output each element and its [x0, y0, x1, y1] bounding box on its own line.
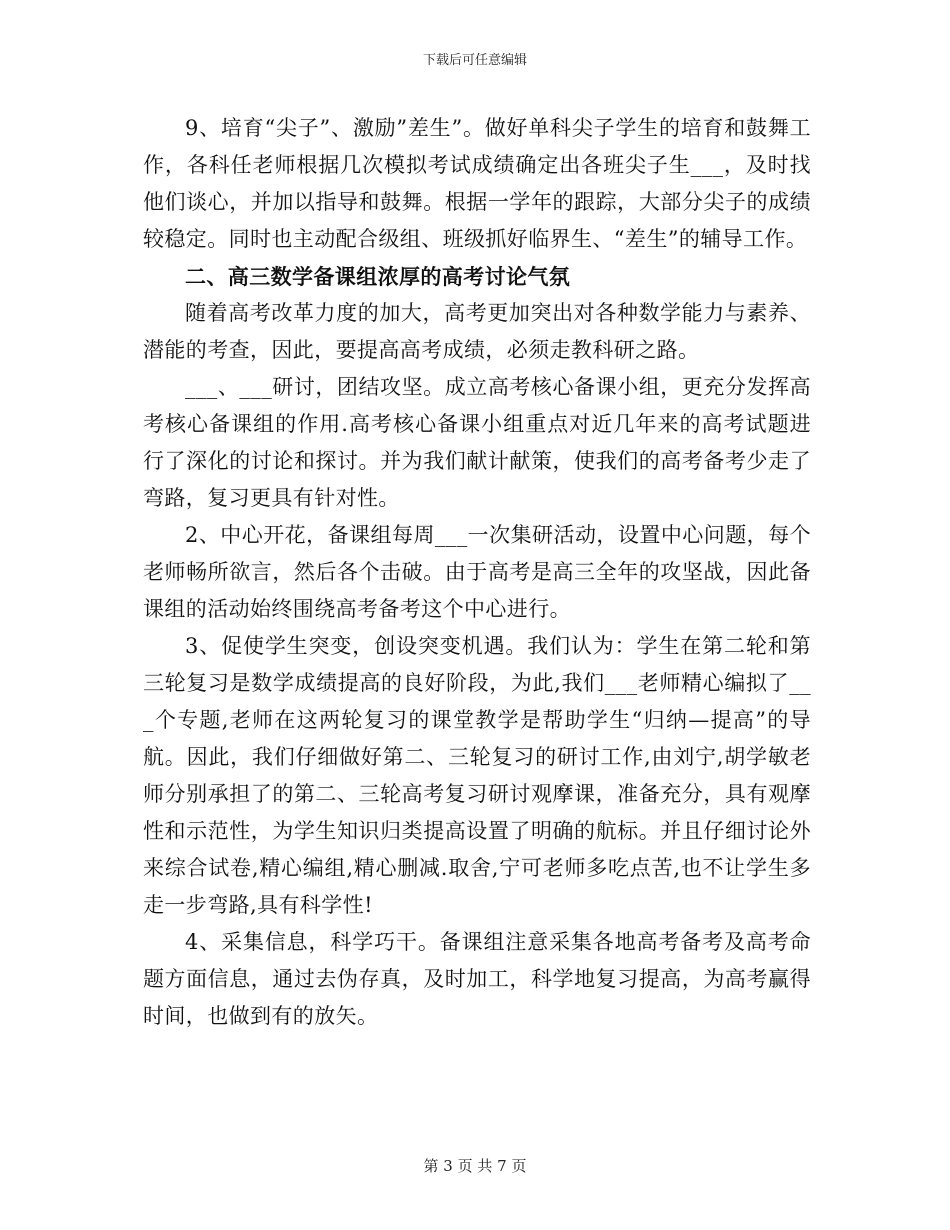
paragraph-item-9: 9、培育“尖子”、激励”差生”。做好单科尖子学生的培育和鼓舞工作，各科任老师根据几次模拟考试成绩确定出各班尖子生___，及时找他们谈心，并加以指导和鼓舞。根据一学年的跟踪，大部分尖子的成绩较稳定。同时也主动配合级组、班级抓好临界生、“差生”的辅导工作。	[143, 116, 811, 251]
paragraph-item-4: 4、采集信息，科学巧干。备课组注意采集各地高考备考及高考命题方面信息，通过去伪存真，及时加工，科学地复习提高，为高考赢得时间，也做到有的放矢。	[143, 930, 811, 1028]
paragraph-intro: 随着高考改革力度的加大，高考更加突出对各种数学能力与素养、潜能的考查，因此，要提高高考成绩，必须走教科研之路。	[143, 301, 811, 362]
page-header: 下载后可任意编辑	[422, 53, 527, 68]
paragraph-item-2: 2、中心开花，备课组每周___一次集研活动，设置中心问题，每个老师畅所欲言，然后各个击破。由于高考是高三全年的攻坚战，因此备课组的活动始终围绕高考备考这个中心进行。	[143, 523, 811, 621]
page-number: 第 3 页 共 7 页	[423, 1157, 527, 1175]
document-body	[143, 110, 811, 1035]
paragraph-item-1: ___、___研讨，团结攻坚。成立高考核心备课小组，更充分发挥高考核心备课组的作用.高考核心备课小组重点对近几年来的高考试题进行了深化的讨论和探讨。并为我们献计献策，使我们的高考备考少走了弯路，复习更具有针对性。	[143, 375, 811, 510]
section-heading: 二、高三数学备课组浓厚的高考讨论气氛	[185, 264, 571, 289]
paragraph-item-3: 3、促使学生突变，创设突变机遇。我们认为：学生在第二轮和第三轮复习是数学成绩提高的良好阶段，为此,我们___老师精心编拟了___个专题,老师在这两轮复习的课堂教学是帮助学生“归纳—提高”的导航。因此，我们仔细做好第二、三轮复习的研讨工作,由刘宁,胡学敏老师分别承担了的第二、三轮高考复习研讨观摩课，准备充分，具有观摩性和示范性，为学生知识归类提高设置了明确的航标。并且仔细讨论外来综合试卷,精心编组,精心删减.取舍,宁可老师多吃点苦,也不让学生多走一步弯路,具有科学性!	[143, 634, 811, 917]
